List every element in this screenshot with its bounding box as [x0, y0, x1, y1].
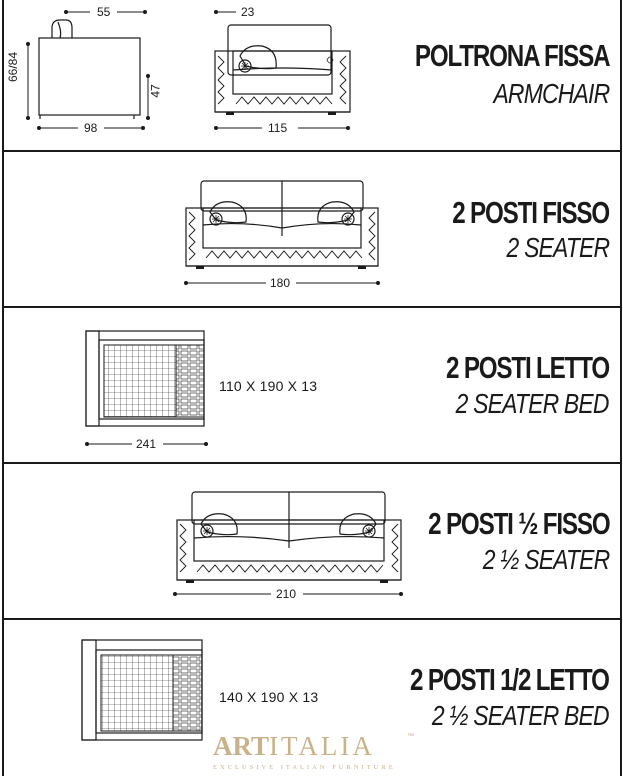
2-seater-bed-title: 2 POSTI LETTO: [445, 350, 609, 385]
armchair-subtitle: ARMCHAIR: [493, 78, 609, 109]
2-seater-title: 2 POSTI FISSO: [452, 195, 609, 230]
2-half-seater-title: 2 POSTI ½ FISSO: [427, 506, 609, 541]
armchair-depth-top-label: 55: [97, 5, 111, 19]
artitalia-logo: [213, 731, 413, 773]
armchair-title: POLTRONA FISSA: [414, 38, 609, 73]
armchair-seat-height-label: 47: [148, 84, 163, 98]
logo-trademark: ™: [407, 733, 414, 740]
2-half-seater-bed-subtitle: 2 ½ SEATER BED: [432, 700, 609, 731]
2-seater-subtitle: 2 SEATER: [506, 232, 609, 263]
logo-tagline: EXCLUSIVE ITALIAN FURNITURE: [213, 764, 396, 771]
2-half-seater-bed-mattress-size: 140 X 190 X 13: [219, 689, 319, 705]
armchair-front-view-drawing: [0, 0, 623, 150]
2-seater-bed-mattress-size: 110 X 190 X 13: [219, 378, 318, 394]
2-seater-bed-open-length-label: 241: [136, 437, 157, 451]
armchair-width-label: 115: [268, 121, 288, 135]
2-half-seater-width-label: 210: [276, 587, 297, 601]
2-seater-bed-subtitle: 2 SEATER BED: [455, 388, 609, 419]
armchair-arm-label: 23: [241, 5, 255, 19]
logo-wordmark: ARTITALIA: [213, 731, 375, 761]
armchair-height-label: 66/84: [6, 51, 21, 83]
2-half-seater-subtitle: 2 ½ SEATER: [482, 544, 609, 575]
armchair-depth-bottom-label: 98: [84, 121, 98, 135]
2-half-seater-bed-title: 2 POSTI 1/2 LETTO: [410, 662, 609, 697]
2-seater-width-label: 180: [270, 276, 291, 290]
